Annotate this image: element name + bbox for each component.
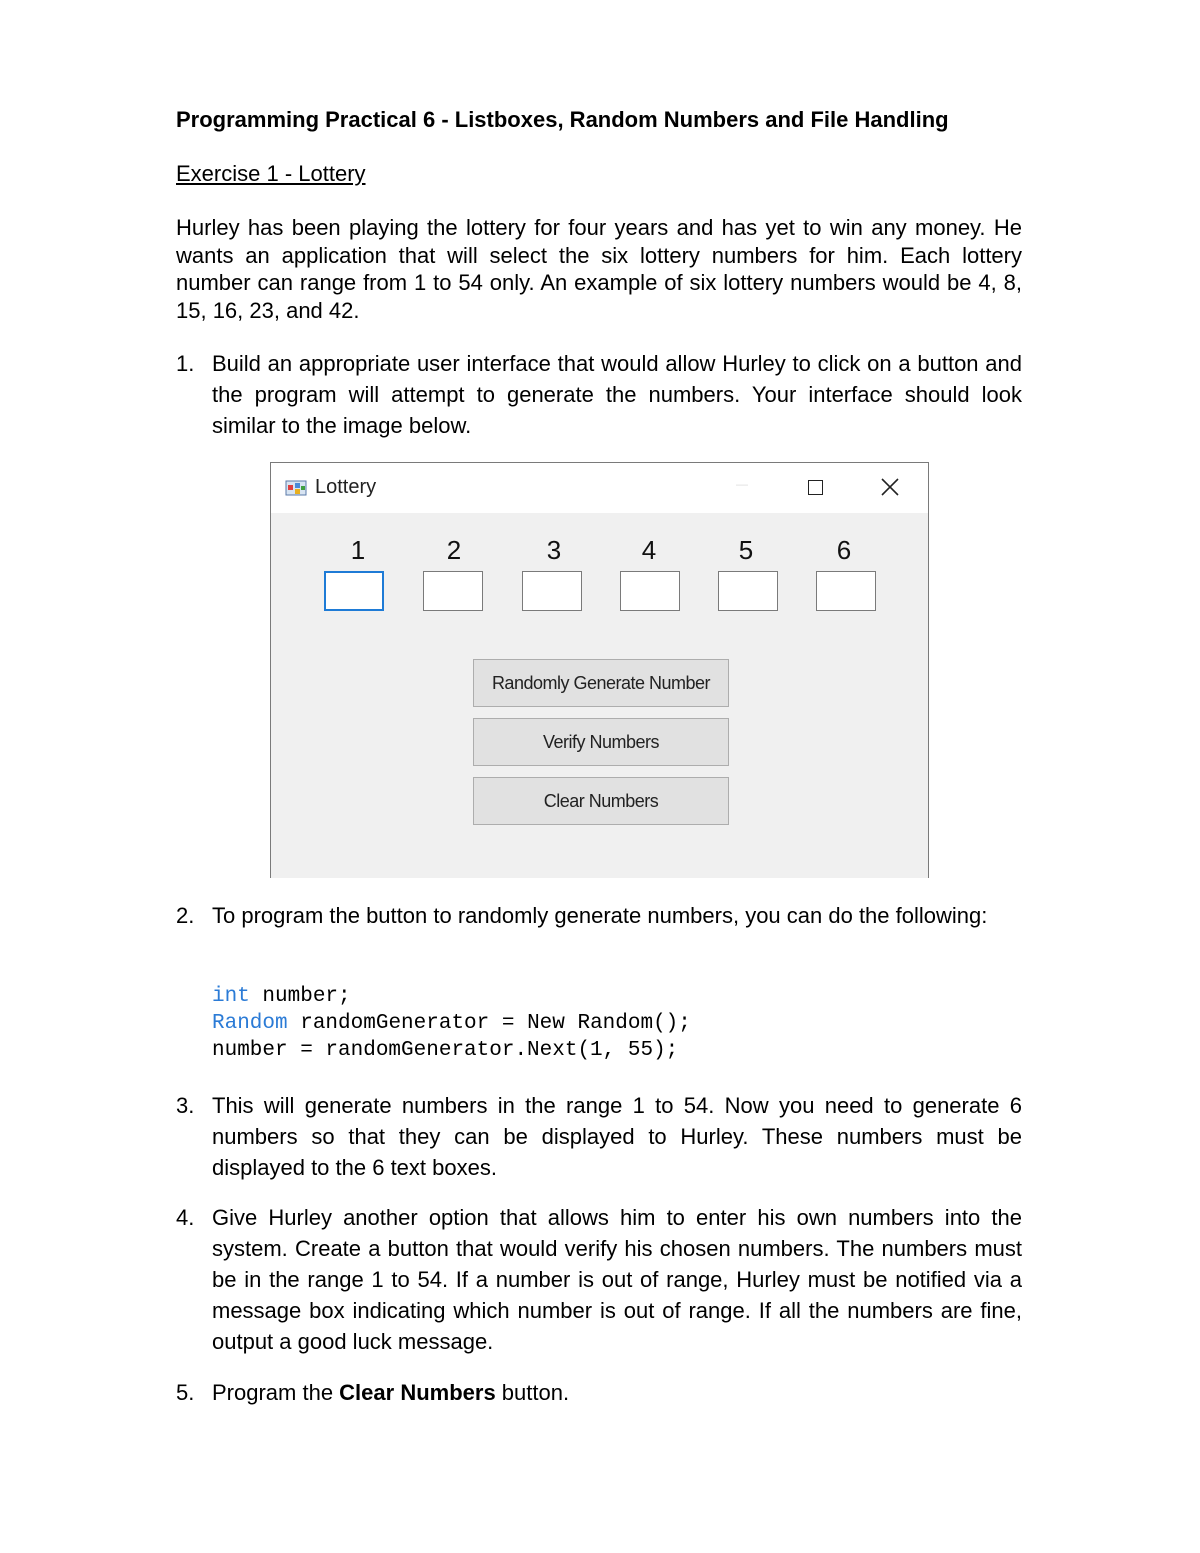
item-text-part: Program the [212,1380,340,1405]
close-icon[interactable] [878,475,902,499]
number-label-6: 6 [836,535,852,565]
maximize-icon[interactable] [808,480,823,495]
item-number: 5. [176,1380,195,1405]
code-text: randomGenerator = New Random(); [287,1012,691,1035]
window-title: Lottery [315,476,377,498]
window-titlebar [271,463,928,513]
number-textbox-3[interactable] [522,571,582,611]
item-text: Build an appropriate user interface that would allow Hurley to click on a button and the program will attempt to generate the numbers. Your interface should look similar to the image below. [212,351,1022,438]
code-keyword: Random [212,1012,288,1035]
app-icon [285,477,307,499]
clear-button[interactable]: Clear Numbers [473,777,729,825]
list-item [176,1202,1022,1357]
exercise-heading: Exercise 1 - Lottery [176,161,366,186]
number-textbox-1[interactable] [324,571,384,611]
verify-button[interactable]: Verify Numbers [473,718,729,766]
document-title: Programming Practical 6 - Listboxes, Random Numbers and File Handling [176,107,949,132]
number-label-1: 1 [350,535,366,565]
item-text: To program the button to randomly generate numbers, you can do the following: [212,903,988,928]
number-label-2: 2 [446,535,462,565]
item-number: 1. [176,351,195,376]
list-item [176,348,1022,441]
item-text-part: button. [495,1380,570,1405]
generate-button[interactable]: Randomly Generate Number [473,659,729,707]
item-text: Give Hurley another option that allows him to enter his own numbers into the system. Create a button that would verify his chosen numbers. The numbers must be in the range 1 to 54. If a number is out of range, Hurley must be notified via a message box indicating which number is out of range. If all the numbers are fine, output a good luck message. [212,1205,1022,1354]
item-text [212,1377,1022,1408]
lottery-window [270,462,929,878]
item-number: 2. [176,903,195,928]
code-keyword: int [212,985,250,1008]
number-label-3: 3 [546,535,562,565]
code-text: number; [249,985,351,1008]
item-number: 3. [176,1093,195,1118]
number-textbox-2[interactable] [423,571,483,611]
list-item [176,900,1022,931]
list-item [176,1090,1022,1183]
code-text: number = randomGenerator.Next(1, 55); [212,1039,679,1062]
number-textbox-5[interactable] [718,571,778,611]
item-text: This will generate numbers in the range 1 to 54. Now you need to generate 6 numbers so that they can be displayed to Hurley. These numbers must be displayed to the 6 text boxes. [212,1093,1022,1180]
number-label-4: 4 [641,535,657,565]
list-item [176,1377,1022,1408]
item-number: 4. [176,1205,195,1230]
number-textbox-4[interactable] [620,571,680,611]
intro-paragraph: Hurley has been playing the lottery for four years and has yet to win any money. He wants an application that will select the six lottery numbers for him. Each lottery number can range from 1 to 54 only. An example of six lottery numbers would be 4, 8, 15, 16, 23, and 42. [176,215,1022,323]
number-textbox-6[interactable] [816,571,876,611]
number-label-5: 5 [738,535,754,565]
item-text-bold: Clear Numbers [339,1380,496,1405]
code-block [212,983,691,1064]
minimize-icon[interactable]: — [736,477,748,491]
